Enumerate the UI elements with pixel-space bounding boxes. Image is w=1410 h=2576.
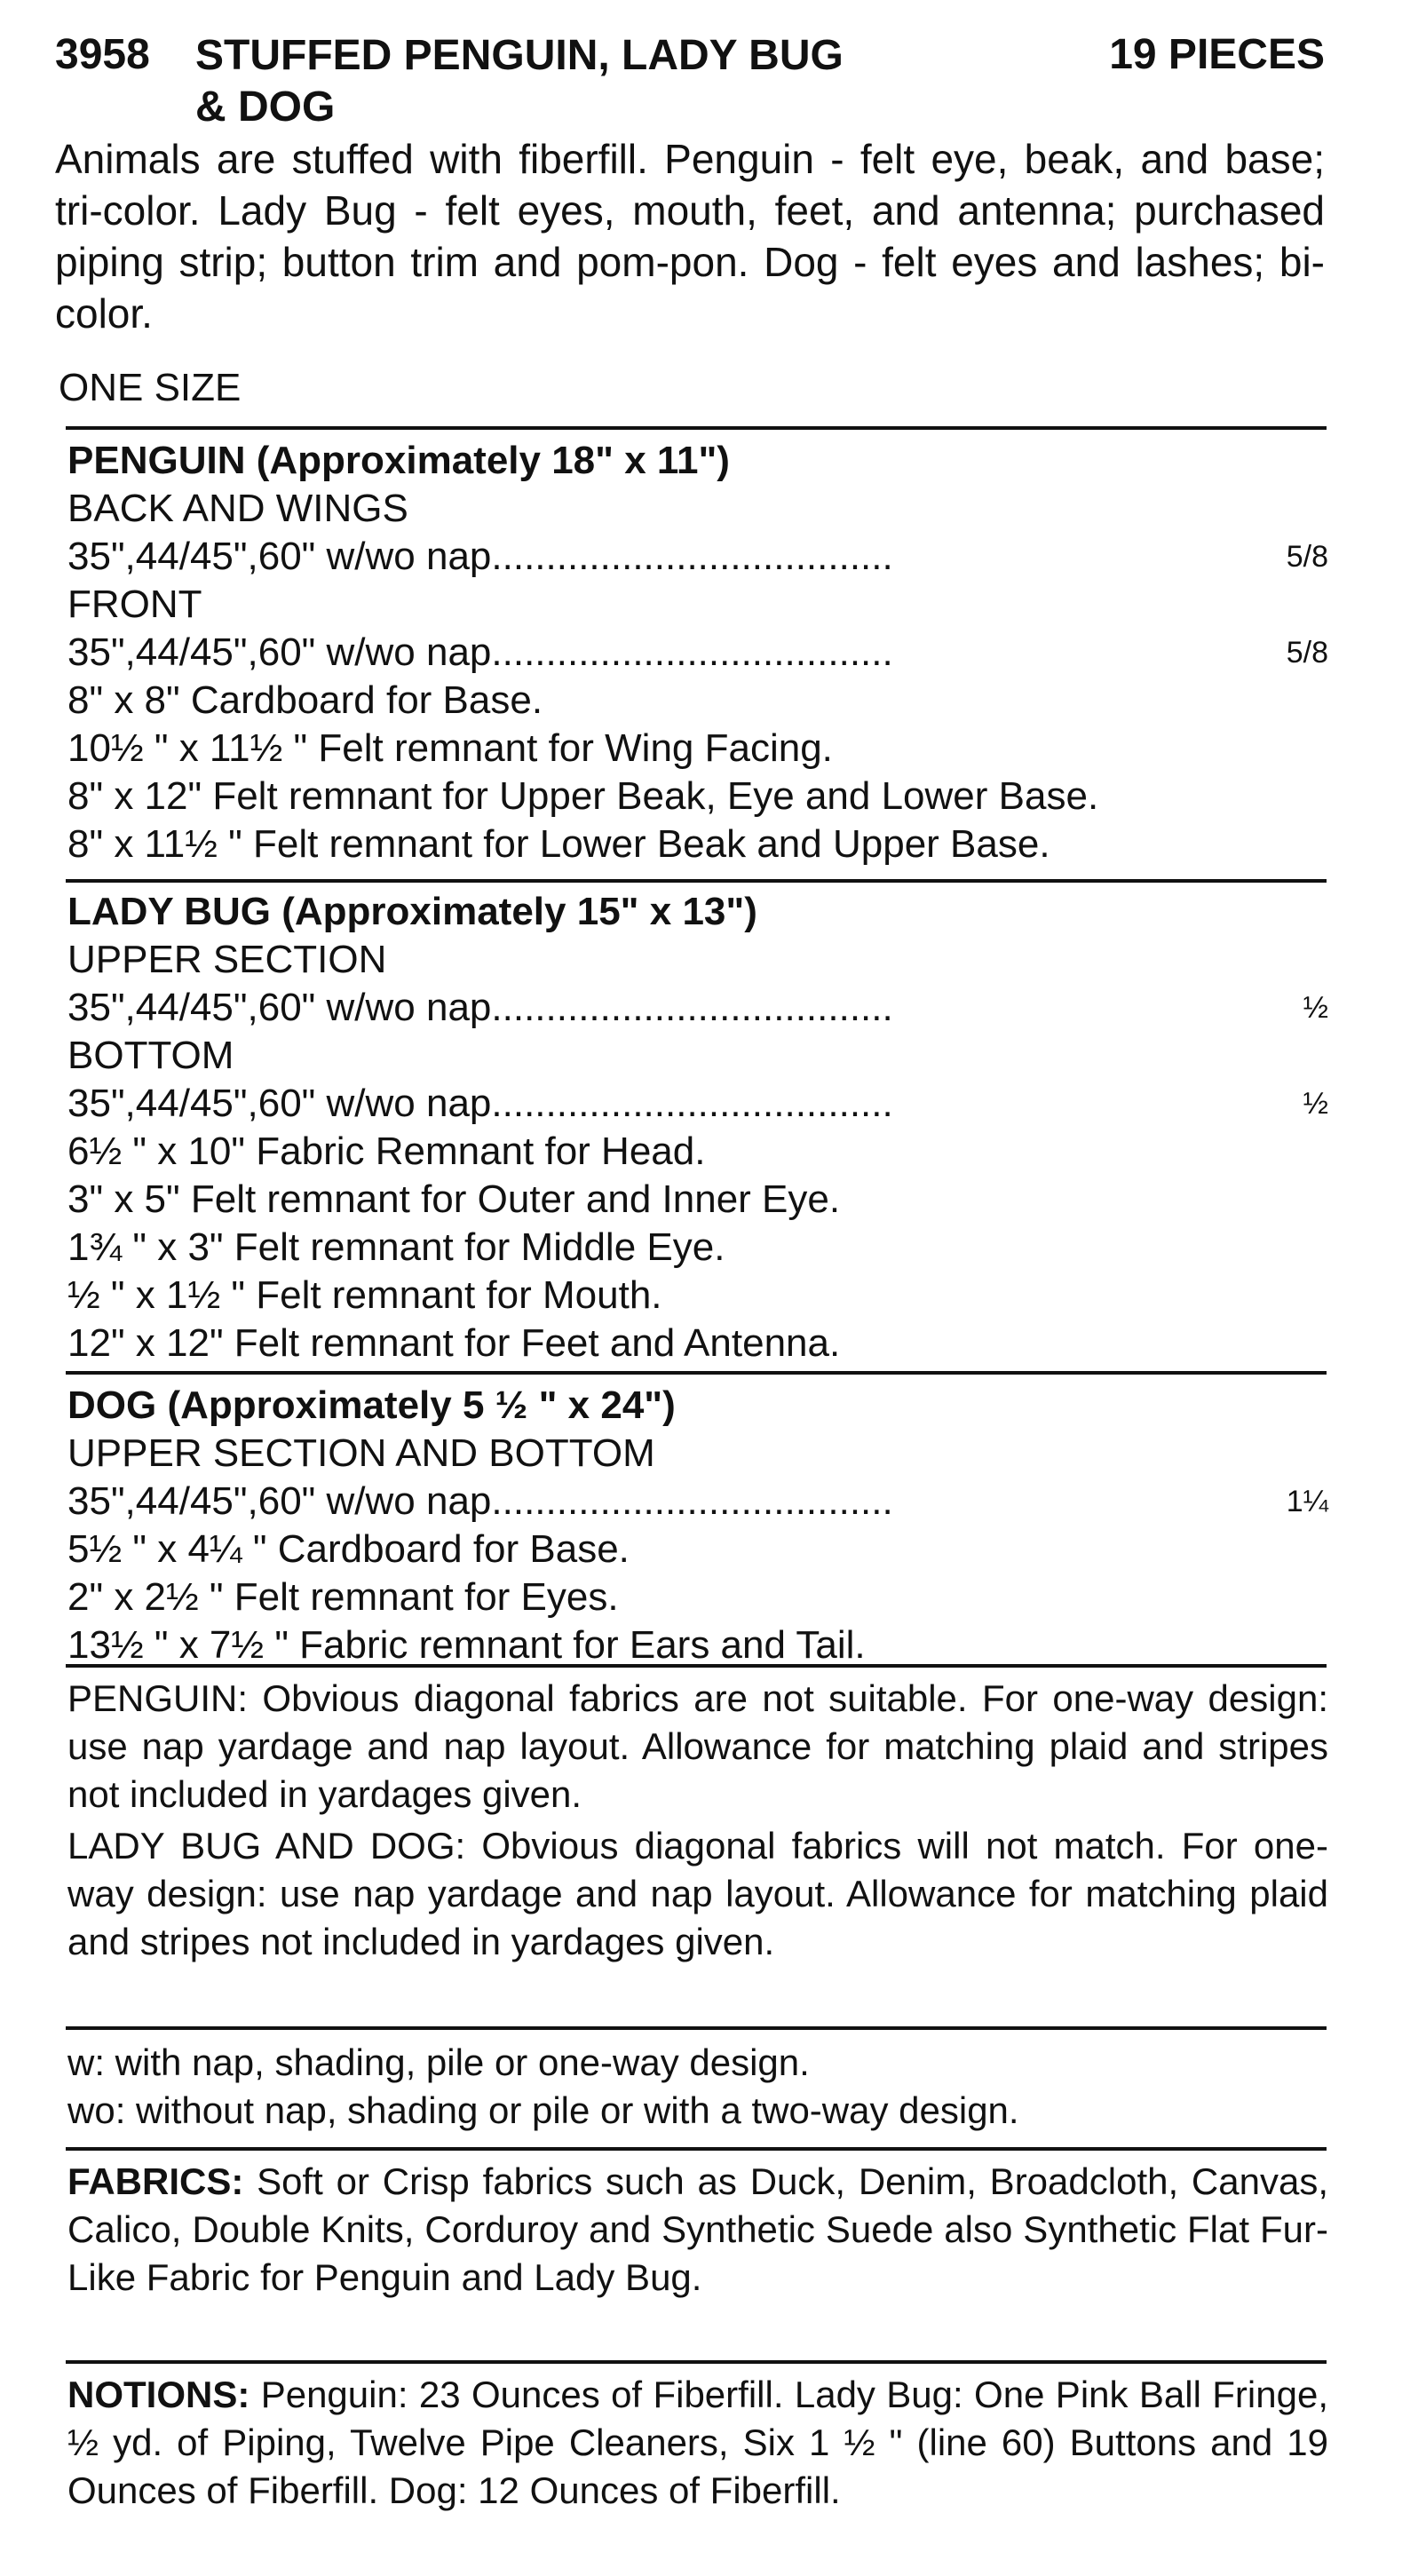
dog-section xyxy=(67,1382,1328,1669)
ladybug-section xyxy=(67,888,1328,1367)
size-label: ONE SIZE xyxy=(59,366,242,409)
penguin-part1-name: BACK AND WINGS xyxy=(67,487,408,530)
penguin-part2-fabric: 35",44/45",60" w/wo nap..................................... xyxy=(67,630,893,674)
legend-without-nap: wo: without nap, shading or pile or with a two-way design. xyxy=(67,2089,1019,2131)
divider xyxy=(66,2360,1327,2364)
pattern-title-line2: & DOG xyxy=(195,83,336,131)
penguin-title: PENGUIN (Approximately 18" x 11") xyxy=(67,439,730,482)
ladybug-part1-name: UPPER SECTION xyxy=(67,938,387,981)
penguin-part1-fabric: 35",44/45",60" w/wo nap..................................... xyxy=(67,535,893,578)
notions-text: Penguin: 23 Ounces of Fiberfill. Lady Bug: One Pink Ball Fringe, ½ yd. of Piping, Twelve Pipe Cleaners, Six 1 ½ " (line 60) Buttons and 19 Ounces of Fiberfill. Dog: 12 Ounces of Fiberfill. xyxy=(67,2374,1328,2511)
ladybug-extra: 12" x 12" Felt remnant for Feet and Antenna. xyxy=(67,1321,841,1365)
ladybug-part2-name: BOTTOM xyxy=(67,1034,234,1077)
penguin-extra: 8" x 11½ " Felt remnant for Lower Beak and Upper Base. xyxy=(67,822,1050,866)
penguin-part2-name: FRONT xyxy=(67,583,202,626)
ladybug-part2-row xyxy=(67,1080,1328,1128)
penguin-extra: 8" x 8" Cardboard for Base. xyxy=(67,678,543,722)
penguin-extra: 10½ " x 11½ " Felt remnant for Wing Facing. xyxy=(67,726,833,770)
ladybug-dog-fabric-note: LADY BUG AND DOG: Obvious diagonal fabrics will not match. For one-way design: use nap yardage and nap layout. Allowance for matching plaid and stripes not included in yardages given. xyxy=(67,1825,1328,1962)
divider xyxy=(66,2026,1327,2030)
dog-title: DOG (Approximately 5 ½ " x 24") xyxy=(67,1383,676,1427)
fabrics-paragraph xyxy=(67,2158,1328,2302)
penguin-part2-row xyxy=(67,629,1328,677)
notions-paragraph xyxy=(67,2371,1328,2515)
divider xyxy=(66,879,1327,883)
divider xyxy=(66,2147,1327,2151)
ladybug-extra: 6½ " x 10" Fabric Remnant for Head. xyxy=(67,1129,706,1173)
divider xyxy=(66,1664,1327,1668)
dog-part1-row xyxy=(67,1478,1328,1526)
penguin-part1-yardage: 5/8 xyxy=(1286,540,1328,574)
fabrics-label: FABRICS: xyxy=(67,2160,244,2202)
dog-extra: 5½ " x 4¼ " Cardboard for Base. xyxy=(67,1527,630,1571)
dog-part1-yardage: 1¼ xyxy=(1286,1485,1328,1518)
divider xyxy=(66,1371,1327,1375)
pattern-title xyxy=(195,30,994,133)
ladybug-part1-row xyxy=(67,984,1328,1032)
pattern-number: 3958 xyxy=(55,31,150,78)
ladybug-part2-yardage: ½ xyxy=(1303,1087,1328,1121)
nap-legend xyxy=(67,2039,1328,2135)
ladybug-part1-fabric: 35",44/45",60" w/wo nap..................................... xyxy=(67,986,893,1029)
divider xyxy=(66,426,1327,430)
fabrics-text: Soft or Crisp fabrics such as Duck, Denim, Broadcloth, Canvas, Calico, Double Knits, Corduroy and Synthetic Suede also Synthetic Flat Fur-Like Fabric for Penguin and Lady Bug. xyxy=(67,2160,1328,2298)
dog-extra: 13½ " x 7½ " Fabric remnant for Ears and Tail. xyxy=(67,1623,866,1667)
pieces-count: 19 PIECES xyxy=(1109,31,1325,78)
penguin-fabric-note: PENGUIN: Obvious diagonal fabrics are not suitable. For one-way design: use nap yardage and nap layout. Allowance for matching plaid and stripes not included in yardages given. xyxy=(67,1677,1328,1815)
dog-part1-name: UPPER SECTION AND BOTTOM xyxy=(67,1431,655,1475)
dog-part1-fabric: 35",44/45",60" w/wo nap..................................... xyxy=(67,1479,893,1523)
legend-with-nap: w: with nap, shading, pile or one-way design. xyxy=(67,2041,810,2083)
notions-label: NOTIONS: xyxy=(67,2374,250,2415)
penguin-extra: 8" x 12" Felt remnant for Upper Beak, Eye and Lower Base. xyxy=(67,774,1099,818)
ladybug-extra: 1¾ " x 3" Felt remnant for Middle Eye. xyxy=(67,1225,725,1269)
penguin-section xyxy=(67,437,1328,868)
pattern-title-line1: STUFFED PENGUIN, LADY BUG xyxy=(195,32,844,79)
dog-extra: 2" x 2½ " Felt remnant for Eyes. xyxy=(67,1575,619,1619)
ladybug-extra: 3" x 5" Felt remnant for Outer and Inner Eye. xyxy=(67,1177,841,1221)
ladybug-part2-fabric: 35",44/45",60" w/wo nap..................................... xyxy=(67,1082,893,1125)
ladybug-extra: ½ " x 1½ " Felt remnant for Mouth. xyxy=(67,1273,662,1317)
pattern-description: Animals are stuffed with fiberfill. Penguin - felt eye, beak, and base; tri-color. Lady Bug - felt eyes, mouth, feet, and antenna; purchased piping strip; button trim and pom-pon. Dog - felt eyes and lashes; bi-color. xyxy=(55,136,1325,337)
ladybug-part1-yardage: ½ xyxy=(1303,991,1328,1025)
ladybug-title: LADY BUG (Approximately 15" x 13") xyxy=(67,890,757,933)
penguin-part2-yardage: 5/8 xyxy=(1286,636,1328,670)
penguin-part1-row xyxy=(67,533,1328,581)
